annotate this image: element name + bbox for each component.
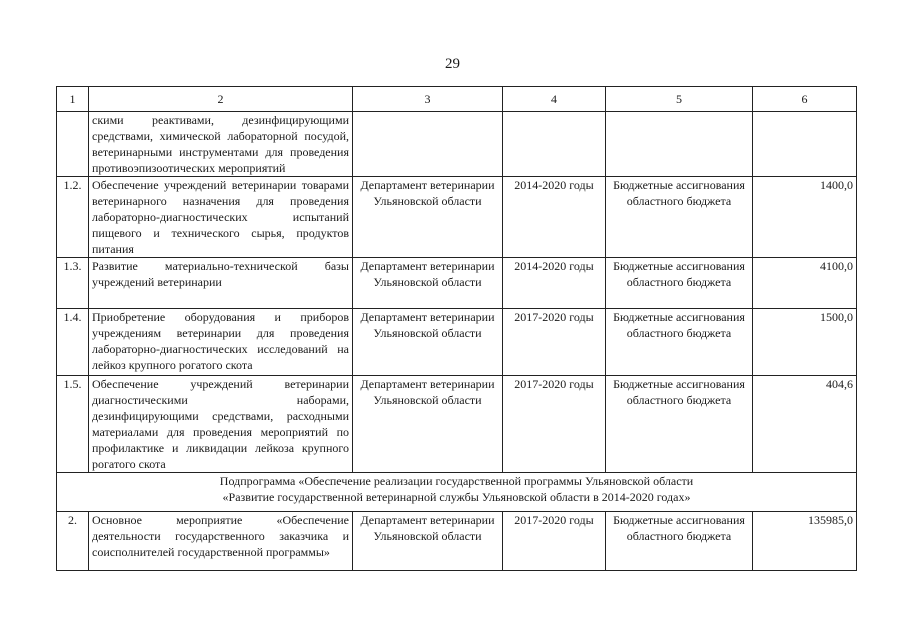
subprogram-row (57, 473, 857, 512)
activity-description: Основное мероприятие «Обеспечение деятельности государственного заказчика и соисполнителей государственной программы» (89, 512, 353, 571)
subprogram-title-line: «Развитие государственной ветеринарной службы Ульяновской области в 2014-2020 годах» (222, 490, 691, 504)
executor: Департамент ветеринарии Ульяновской области (353, 376, 503, 473)
period: 2014-2020 годы (503, 177, 606, 258)
page-number: 29 (445, 56, 460, 72)
executor: Департамент ветеринарии Ульяновской области (353, 309, 503, 376)
amount: 1400,0 (753, 177, 857, 258)
subprogram-title-line: Подпрограмма «Обеспечение реализации государственной программы Ульяновской области (219, 474, 694, 488)
amount-cell (753, 112, 857, 177)
executor: Департамент ветеринарии Ульяновской области (353, 512, 503, 571)
activity-description: Приобретение оборудования и приборов учреждениям ветеринарии для проведения лабораторно-диагностических исследований на лейкоз крупного рогатого скота (89, 309, 353, 376)
table-row-main-activity (57, 512, 857, 571)
table-row (57, 177, 857, 258)
funding-source: Бюджетные ассигнования областного бюджета (606, 376, 753, 473)
column-header: 5 (606, 87, 753, 112)
table-row-continuation (57, 112, 857, 177)
column-header: 4 (503, 87, 606, 112)
executor: Департамент ветеринарии Ульяновской области (353, 177, 503, 258)
funding-source: Бюджетные ассигнования областного бюджета (606, 512, 753, 571)
table-header-row (57, 87, 857, 112)
column-header: 3 (353, 87, 503, 112)
activity-description: Обеспечение учреждений ветеринарии товарами ветеринарного назначения для проведения лабораторно-диагностических испытаний пищевого и технического сырья, продуктов питания (89, 177, 353, 258)
amount: 404,6 (753, 376, 857, 473)
table-row (57, 309, 857, 376)
column-header: 1 (57, 87, 89, 112)
activity-description: Развитие материально-технической базы учреждений ветеринарии (89, 258, 353, 309)
funding-source: Бюджетные ассигнования областного бюджета (606, 177, 753, 258)
period: 2017-2020 годы (503, 512, 606, 571)
table-row (57, 258, 857, 309)
activity-description: скими реактивами, дезинфицирующими средствами, химической лабораторной посудой, ветеринарными инструментами для проведения противоэпизоотических мероприятий (89, 112, 353, 177)
row-number: 1.4. (57, 309, 89, 376)
period: 2017-2020 годы (503, 376, 606, 473)
row-number-cell (57, 112, 89, 177)
amount: 135985,0 (753, 512, 857, 571)
column-header: 2 (89, 87, 353, 112)
column-header: 6 (753, 87, 857, 112)
funding-source: Бюджетные ассигнования областного бюджета (606, 309, 753, 376)
row-number: 2. (57, 512, 89, 571)
source-cell (606, 112, 753, 177)
row-number: 1.5. (57, 376, 89, 473)
subprogram-title (57, 473, 857, 512)
executor: Департамент ветеринарии Ульяновской области (353, 258, 503, 309)
row-number: 1.2. (57, 177, 89, 258)
period: 2014-2020 годы (503, 258, 606, 309)
table-row (57, 376, 857, 473)
amount: 1500,0 (753, 309, 857, 376)
program-activities-table (56, 86, 857, 571)
amount: 4100,0 (753, 258, 857, 309)
executor-cell (353, 112, 503, 177)
funding-source: Бюджетные ассигнования областного бюджета (606, 258, 753, 309)
period-cell (503, 112, 606, 177)
activity-description: Обеспечение учреждений ветеринарии диагностическими наборами, дезинфицирующими средствами, расходными материалами для проведения мероприятий по профилактике и ликвидации лейкоза крупного рогатого скота (89, 376, 353, 473)
row-number: 1.3. (57, 258, 89, 309)
period: 2017-2020 годы (503, 309, 606, 376)
